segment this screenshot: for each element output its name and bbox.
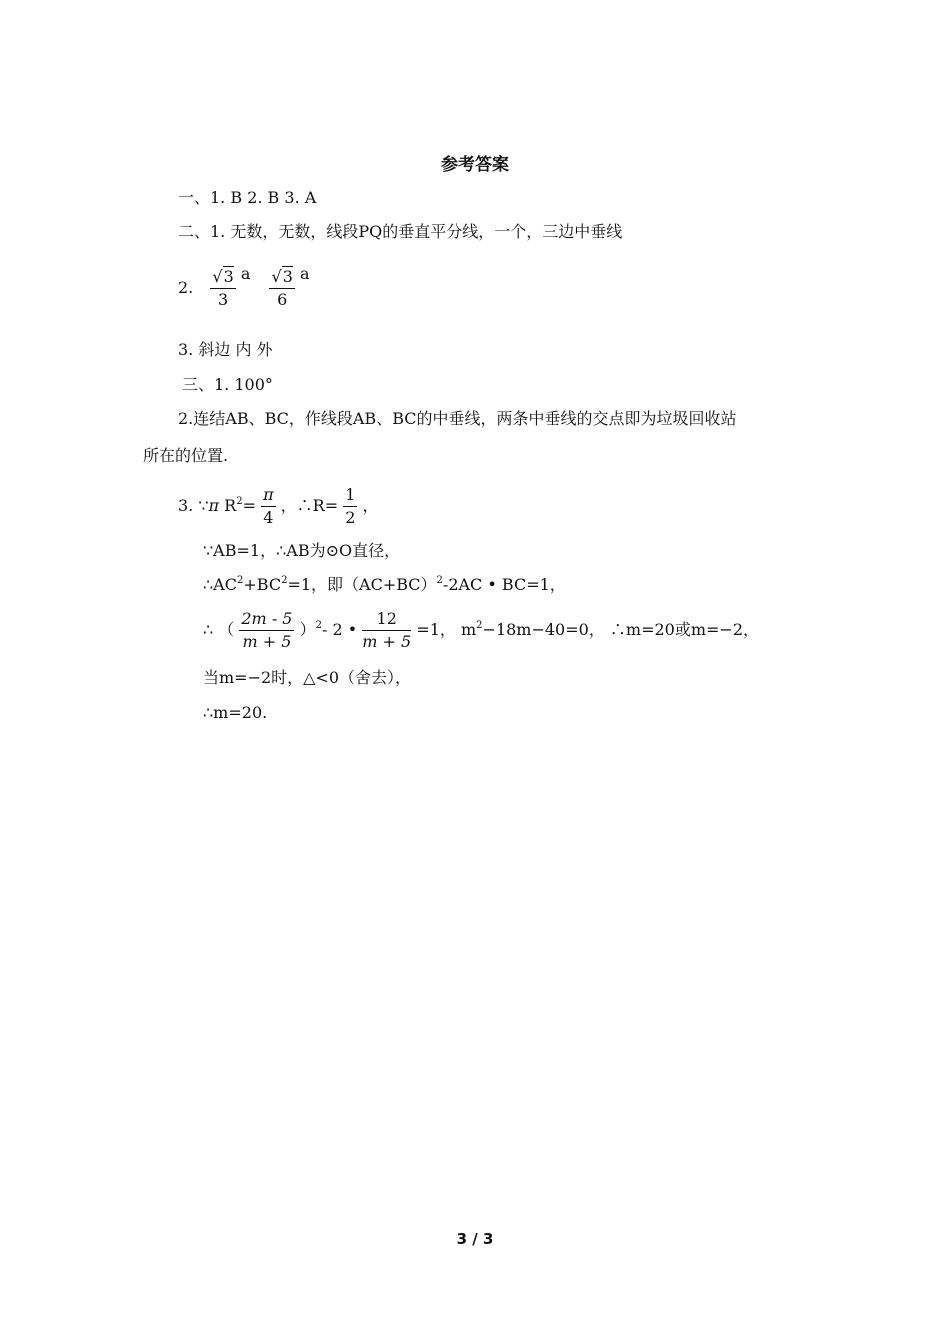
step-result: ∴m=20. xyxy=(203,703,268,722)
variable-a: a xyxy=(299,264,310,283)
fraction-one-half: $\frac{1}{2}$ xyxy=(345,485,356,527)
fraction-pi-over-4: $\frac{\pi}{4}$ xyxy=(263,485,274,527)
answer-3-2-line1: 2.连结AB、BC，作线段AB、BC的中垂线，两条中垂线的交点即为垃圾回收站 xyxy=(178,409,737,428)
fraction-12-over-m5: $\frac{12}{m + 5}$ xyxy=(362,609,412,651)
page-number: 3 / 3 xyxy=(456,1230,494,1248)
answer-3-3-intro: 3. ∵π $R^2=$ $\frac{\pi}{4}$ ，∴R= $\frac{1}{2}$ ， xyxy=(178,485,379,527)
answer-2-1: 二、1. 无数，无数，线段PQ的垂直平分线，一个，三边中垂线 xyxy=(178,222,623,241)
answer-3-1: 三、1. 100° xyxy=(182,375,273,394)
step-pythagoras: $\therefore AC^2+BC^2=1$，即$(AC+BC)^2-2AC$ • BC=1， xyxy=(203,575,566,594)
fraction-sqrt3-over-6: $\frac{√3}{6}$ xyxy=(271,267,293,309)
step-equation: ∴ （ $\frac{2m - 5}{m + 5}$ ）$^2$- 2 • $\frac{12}{m + 5}$ =1， $m^2-18m-40=0$， ∴m=20或m=−2， xyxy=(203,609,760,651)
answer-3-2-line2: 所在的位置. xyxy=(143,446,229,465)
answer-section-1: 一、1. B 2. B 3. A xyxy=(178,188,317,207)
step-ab-diameter: ∵AB=1，∴AB为⊙O直径， xyxy=(203,541,401,560)
answer-2-3: 3. 斜边 内 外 xyxy=(178,340,273,359)
page-title: 参考答案 xyxy=(441,155,509,175)
answer-2-2-number: 2. xyxy=(178,278,194,297)
answer-2-2 xyxy=(178,266,310,311)
step-discard: 当m=−2时，△<0（舍去）， xyxy=(203,668,412,687)
variable-a: a xyxy=(240,264,251,283)
fraction-sqrt3-over-3: $\frac{√3}{3}$ xyxy=(212,267,234,309)
fraction-2m-5-over-m5: $\frac{2m - 5}{m + 5}$ xyxy=(241,609,293,651)
